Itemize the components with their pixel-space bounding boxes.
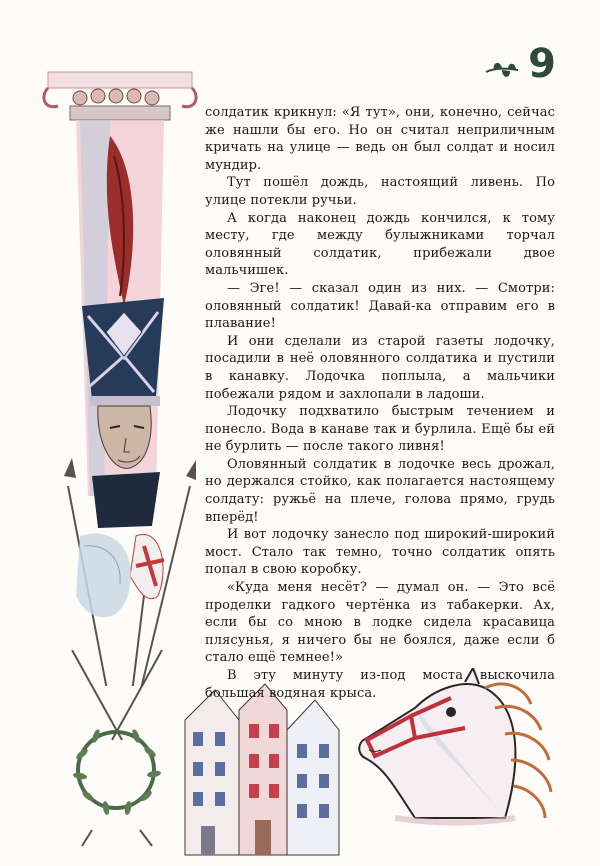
paragraph: Тут пошёл дождь, настоящий ливень. По улице потекли ручьи. (205, 175, 555, 208)
paragraph: В эту минуту из-под моста выскочила большая водяная крыса. (205, 668, 555, 701)
story-text (205, 104, 555, 702)
town-houses-illustration (175, 680, 345, 860)
paragraph: Оловянный солдатик в лодочке весь дрожал, но держался стойко, как полагается настоящему солдату: ружьё на плече, голова прямо, грудь вперёд! (205, 456, 555, 525)
paragraph: И они сделали из старой газеты лодочку, посадили в неё оловянного солдатика и пустили в канавку. Лодочка поплыла, а мальчики побежали рядом и захлопали в ладоши. (205, 333, 555, 402)
paragraph: солдатик крикнул: «Я тут», они, конечно, сейчас же нашли бы его. Но он считал неприличным кричать на улице — ведь он был солдат и носил мундир. (205, 105, 555, 173)
paragraph: «Куда меня несёт? — думал он. — Это всё проделки гадкого чертёнка из табакерки. Ах, если бы со мною в лодке сидела красавица плясунья, я ничего бы не боялся, даже если б стало ещё темнее!» (205, 580, 555, 666)
paragraph: А когда наконец дождь кончился, к тому месту, где между булыжниками торчал оловянный солдатик, прибежали двое мальчишек. (205, 210, 555, 279)
leaf-sprig-icon (484, 58, 520, 82)
laurel-wreath-illustration (52, 650, 182, 850)
paragraph: И вот лодочку занесло под широкий-широкий мост. Стало так темно, точно солдатик опять попал в свою коробку. (205, 527, 555, 578)
paragraph: Лодочку подхватило быстрым течением и понесло. Вода в канаве так и бурлила. Ещё бы ей не бурлить — после такого ливня! (205, 404, 555, 455)
column-soldier-illustration (40, 66, 200, 686)
paragraph: — Эге! — сказал один из них. — Смотри: оловянный солдатик! Давай-ка отправим его в плавание! (205, 280, 555, 332)
page-number: 9 (528, 41, 556, 87)
